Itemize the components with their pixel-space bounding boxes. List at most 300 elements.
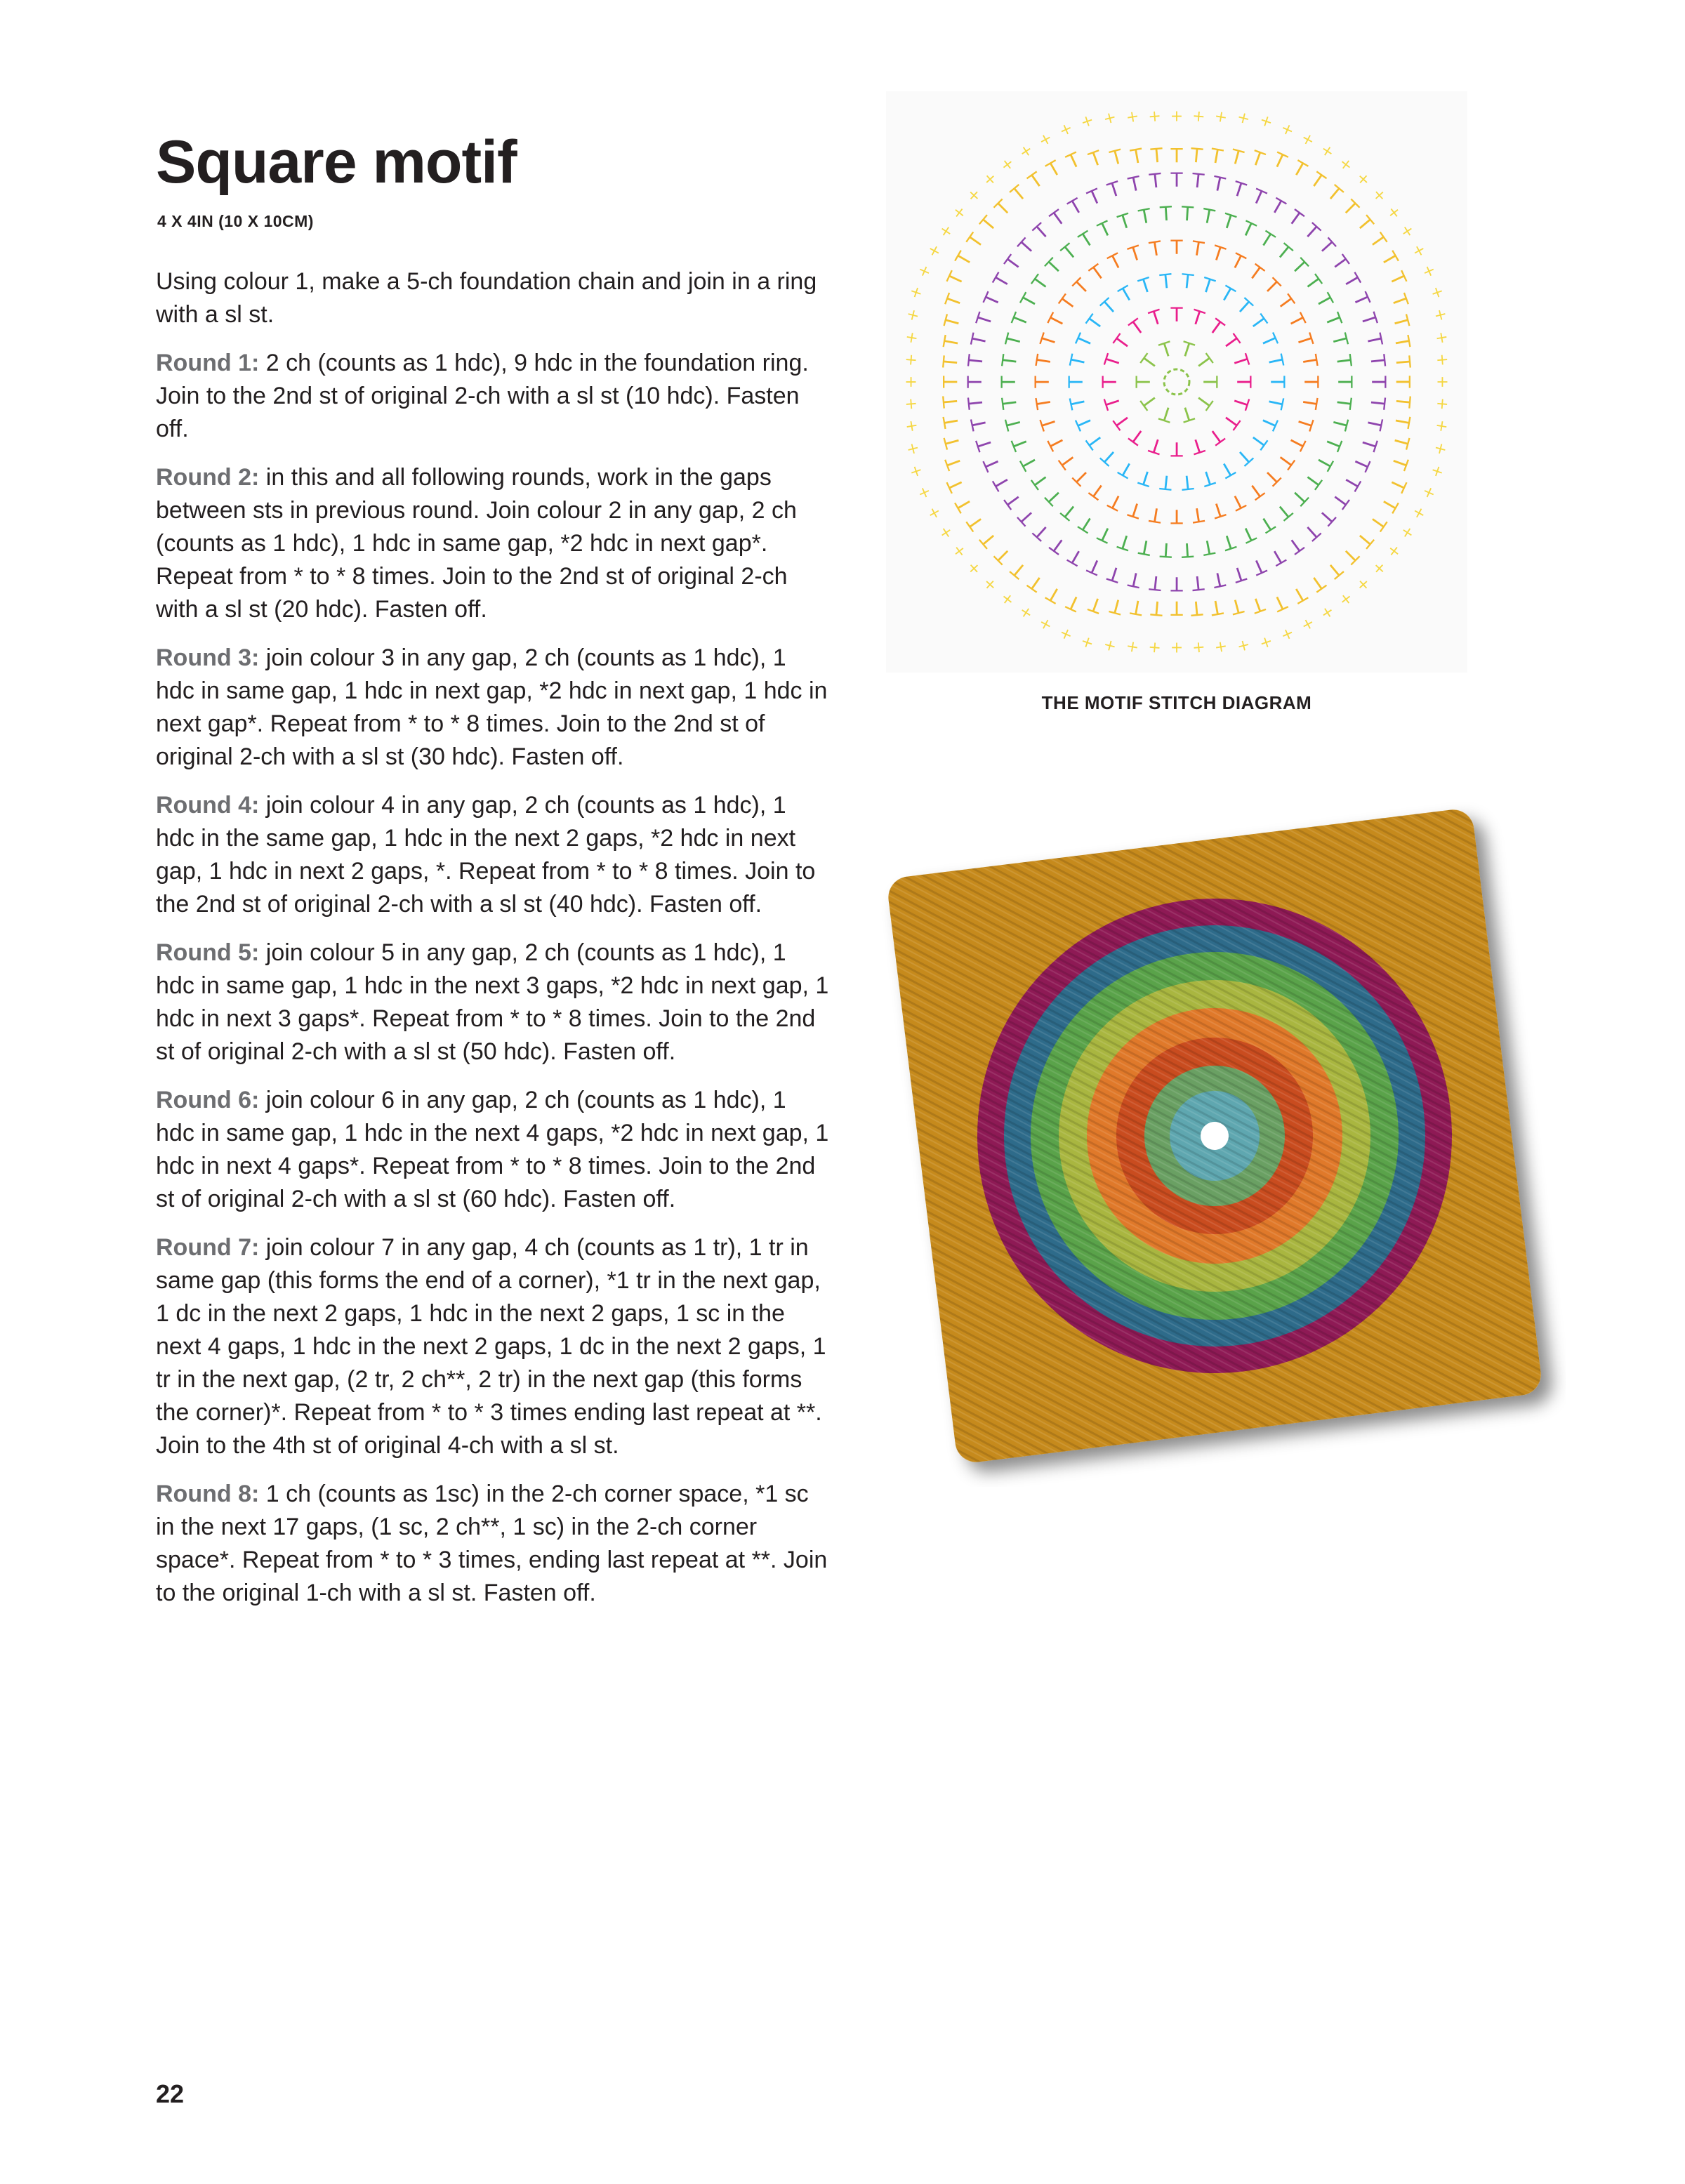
sc-stitch-symbol: + [901,352,921,367]
hdc-stitch-symbol: T [1219,209,1238,235]
hdc-stitch-symbol: T [1148,571,1163,595]
hdc-stitch-symbol: T [1300,469,1326,493]
hdc-stitch-symbol: T [1248,553,1269,580]
hdc-stitch-symbol: T [975,527,1002,552]
hdc-stitch-symbol: T [966,416,992,432]
sc-stitch-symbol: + [923,241,946,261]
hdc-stitch-symbol: T [1136,350,1163,374]
sc-stitch-symbol: + [1433,375,1451,389]
hdc-stitch-symbol: T [1322,180,1347,207]
sc-stitch-symbol: + [903,306,924,324]
hdc-stitch-symbol: T [1283,205,1307,232]
hdc-stitch-symbol: T [1287,254,1312,279]
sc-stitch-symbol: + [1036,613,1056,635]
hdc-stitch-symbol: T [1232,376,1256,388]
round-paragraph [156,937,830,1068]
hdc-stitch-symbol: T [1218,330,1245,355]
hdc-stitch-symbol: T [1159,201,1173,226]
hdc-stitch-symbol: T [1031,395,1057,411]
sc-stitch-symbol: + [1368,557,1390,579]
hdc-stitch-symbol: T [1030,376,1054,388]
hdc-stitch-symbol: T [1244,260,1268,286]
hdc-stitch-symbol: T [940,291,967,311]
hdc-stitch-symbol: T [1016,289,1043,312]
hdc-stitch-symbol: T [989,270,1015,292]
hdc-stitch-symbol: T [1338,472,1365,494]
hdc-stitch-symbol: T [1204,423,1229,450]
hdc-stitch-symbol: T [938,413,964,430]
hdc-stitch-symbol: T [1136,390,1163,413]
round-paragraph [156,1231,830,1462]
hdc-stitch-symbol: T [962,511,989,535]
sc-stitch-symbol: + [1432,397,1452,411]
sc-stitch-symbol: + [1101,108,1118,129]
hdc-stitch-symbol: T [1255,511,1278,538]
hdc-stitch-symbol: T [1300,219,1325,244]
sc-stitch-symbol: + [979,573,1001,595]
hdc-stitch-symbol: T [1148,168,1163,193]
sc-stitch-symbol: + [1147,637,1162,657]
hdc-stitch-symbol: T [1099,393,1126,412]
hdc-stitch-symbol: T [1115,281,1137,307]
hdc-stitch-symbol: T [1219,529,1238,555]
round-text: join colour 3 in any gap, 2 ch (counts as 1 hdc), 1 hdc in same gap, 1 hdc in next gap, *2 hdc in next gap, 1 hdc in next gap*. Repeat from * to * 8 times. Join to the 2nd st of original 2-ch with a sl st (30 hdc). Fasten off. [156,644,828,770]
hdc-stitch-symbol: T [1392,376,1415,388]
hdc-stitch-symbol: T [1283,432,1310,454]
hdc-stitch-symbol: T [1170,572,1183,596]
hdc-stitch-symbol: T [962,229,989,253]
hdc-stitch-symbol: T [1331,353,1356,369]
hdc-stitch-symbol: T [1170,303,1183,326]
sc-stitch-symbol: + [1418,483,1440,502]
hdc-stitch-symbol: T [1300,519,1325,545]
hdc-stitch-symbol: T [1104,249,1126,275]
hdc-stitch-symbol: T [1238,521,1259,548]
hdc-stitch-symbol: T [1287,484,1312,510]
hdc-stitch-symbol: T [963,376,986,388]
sc-stitch-symbol: + [901,397,921,411]
sc-stitch-symbol: + [935,522,958,543]
hdc-stitch-symbol: T [1191,350,1217,374]
sc-stitch-symbol: + [1316,601,1337,623]
hdc-stitch-symbol: T [1388,433,1414,451]
hdc-stitch-symbol: T [1136,272,1155,299]
hdc-stitch-symbol: T [1209,497,1228,523]
hdc-stitch-symbol: T [1065,395,1091,411]
hdc-stitch-symbol: T [1348,289,1375,310]
hdc-stitch-symbol: T [1126,171,1143,197]
hdc-stitch-symbol: T [1029,219,1054,244]
hdc-stitch-symbol: T [1177,336,1197,363]
sc-stitch-symbol: + [1191,107,1206,126]
hdc-stitch-symbol: T [1245,429,1271,454]
hdc-stitch-symbol: T [1125,423,1149,450]
sc-stitch-symbol: + [913,262,936,281]
hdc-stitch-symbol: T [990,543,1016,569]
hdc-stitch-symbol: T [1170,168,1183,192]
hdc-stitch-symbol: T [1027,271,1054,295]
hdc-stitch-symbol: T [1085,592,1106,618]
hdc-stitch-symbol: T [1283,532,1307,559]
sc-stitch-symbol: + [1335,154,1356,176]
hdc-stitch-symbol: T [1256,330,1283,351]
sc-stitch-symbol: + [1426,462,1448,481]
sc-stitch-symbol: + [1432,418,1451,435]
hdc-stitch-symbol: T [1292,414,1318,433]
hdc-stitch-symbol: T [1085,260,1109,286]
hdc-stitch-symbol: T [1190,168,1205,193]
hdc-stitch-symbol: T [963,395,988,411]
hdc-stitch-symbol: T [1071,330,1097,351]
hdc-stitch-symbol: T [1007,310,1033,330]
hdc-stitch-symbol: T [1055,291,1081,315]
sc-stitch-symbol: + [1212,637,1229,656]
round-label: Round 8: [156,1481,260,1507]
sc-stitch-symbol: + [1036,128,1056,151]
hdc-stitch-symbol: T [1283,310,1310,331]
hdc-stitch-symbol: T [1338,270,1365,292]
hdc-stitch-symbol: T [1107,593,1125,619]
hdc-stitch-symbol: T [1300,271,1326,295]
hdc-stitch-symbol: T [1200,204,1217,230]
hdc-stitch-symbol: T [1126,567,1143,593]
sc-stitch-symbol: + [1426,283,1448,302]
hdc-stitch-symbol: T [1158,470,1174,495]
hdc-stitch-symbol: T [1024,167,1048,194]
sc-stitch-symbol: + [1352,573,1374,595]
round-label: Round 4: [156,792,260,819]
sc-stitch-symbol: + [1429,440,1451,458]
round-text: join colour 7 in any gap, 4 ch (counts as 1 tr), 1 tr in same gap (this forms the end of a corner), *1 tr in the next gap, 1 dc in the next 2 gaps, 1 hdc in the next 2 gaps, 1 sc in the next 4 gaps, 1 hdc in the next 2 gaps, 1 dc in the next 2 gaps, 1 tr in the next gap, (2 tr, 2 ch**, 2 tr) in the next gap (this forms the corner)*. Repeat from * to * 3 times ending last repeat at **. Join to the 4th st of original 4-ch with a sl st. [156,1234,826,1459]
hdc-stitch-symbol: T [1027,469,1054,493]
hdc-stitch-symbol: T [1104,176,1124,203]
hdc-stitch-symbol: T [1218,409,1245,434]
round-paragraph [156,642,830,774]
hdc-stitch-symbol: T [1367,376,1391,388]
sc-stitch-symbol: + [1368,185,1390,206]
hdc-stitch-symbol: T [1097,444,1121,470]
hdc-stitch-symbol: T [1041,484,1066,510]
hdc-stitch-symbol: T [1046,205,1070,232]
hdc-stitch-symbol: T [1365,229,1392,253]
hdc-stitch-symbol: T [942,475,969,496]
round-text: in this and all following rounds, work in the gaps between sts in previous round. Join colour 2 in any gap, 2 ch (counts as 1 hdc), 1 hdc in same gap, *2 hdc in next gap*. Repeat from * to * 8 times. Join to the 2nd st of original 2-ch with a sl st (20 hdc). Fasten off. [156,464,797,623]
page-number: 22 [156,2079,185,2108]
hdc-stitch-symbol: T [1228,593,1246,619]
hdc-stitch-symbol: T [1198,272,1217,299]
hdc-stitch-symbol: T [1385,268,1411,289]
hdc-stitch-symbol: T [1260,274,1285,299]
hdc-stitch-symbol: T [1267,543,1289,570]
hdc-stitch-symbol: T [1333,376,1357,388]
hdc-stitch-symbol: T [1180,201,1194,226]
hdc-stitch-symbol: T [1095,216,1116,243]
hdc-stitch-symbol: T [989,472,1015,494]
hdc-stitch-symbol: T [1125,497,1144,523]
hdc-stitch-symbol: T [1024,570,1048,597]
round-paragraph [156,1478,830,1610]
hdc-stitch-symbol: T [1327,415,1353,433]
sc-stitch-symbol: + [1124,107,1141,127]
hdc-stitch-symbol: T [1170,235,1183,259]
hdc-stitch-symbol: T [1248,592,1268,618]
round-label: Round 3: [156,644,260,671]
hdc-stitch-symbol: T [1245,310,1271,335]
sc-stitch-symbol: + [1235,108,1253,129]
hdc-stitch-symbol: T [1082,310,1108,335]
sc-stitch-symbol: + [1257,631,1276,653]
hdc-stitch-symbol: T [1071,413,1097,434]
hdc-stitch-symbol: T [1352,211,1378,237]
hdc-stitch-symbol: T [1376,494,1403,516]
sc-stitch-symbol: + [1016,140,1037,163]
hdc-stitch-symbol: T [1216,281,1238,307]
hdc-stitch-symbol: T [1297,395,1323,411]
round-text: 1 ch (counts as 1sc) in the 2-ch corner space, *1 sc in the next 17 gaps, (1 sc, 2 ch**, 1 sc) in the 2-ch corner space*. Repeat from * to * 3 times, ending last repeat at **. Join to the original 1-ch with a sl st. Fasten off. [156,1481,828,1606]
round-paragraph [156,347,830,446]
hdc-stitch-symbol: T [1198,376,1222,388]
hdc-stitch-symbol: T [1057,239,1082,265]
sc-stitch-symbol: + [1078,111,1097,133]
sc-stitch-symbol: + [1418,262,1440,281]
hdc-stitch-symbol: T [1180,538,1194,562]
size-subtitle: 4 X 4IN (10 X 10CM) [157,212,314,230]
hdc-stitch-symbol: T [1306,167,1330,194]
hdc-stitch-symbol: T [1131,376,1155,388]
hdc-stitch-symbol: T [1147,502,1164,528]
hdc-stitch-symbol: T [1227,393,1254,412]
round-text: join colour 4 in any gap, 2 ch (counts as 1 hdc), 1 hdc in the same gap, 1 hdc in the next 2 gaps, *2 hdc in next gap, 1 hdc in next 2 gaps, *. Repeat from * to * 8 times. Join to the 2nd st of original 2-ch with a sl st (40 hdc). Fasten off. [156,792,816,918]
hdc-stitch-symbol: T [1331,395,1356,411]
pattern-instructions [156,265,830,1625]
hdc-stitch-symbol: T [1043,432,1070,454]
hdc-stitch-symbol: T [1136,465,1155,491]
hdc-stitch-symbol: T [1016,452,1043,475]
sc-stitch-symbol: + [1396,522,1418,543]
hdc-stitch-symbol: T [1156,401,1176,428]
sc-stitch-symbol: + [1212,107,1229,127]
sc-stitch-symbol: + [1101,635,1118,656]
hdc-stitch-symbol: T [1366,395,1390,411]
hdc-stitch-symbol: T [1198,465,1217,491]
hdc-stitch-symbol: T [1069,465,1094,490]
sc-stitch-symbol: + [979,168,1001,191]
hdc-stitch-symbol: T [1000,331,1026,349]
hdc-stitch-symbol: T [1189,502,1206,528]
hdc-stitch-symbol: T [1104,489,1126,515]
hdc-stitch-symbol: T [1238,216,1259,243]
round-paragraph [156,1084,830,1216]
hdc-stitch-symbol: T [1204,314,1229,340]
hdc-stitch-symbol: T [997,395,1022,411]
sc-stitch-symbol: + [1335,588,1356,610]
hdc-stitch-symbol: T [1361,416,1387,432]
hdc-stitch-symbol: T [1063,590,1084,616]
hdc-stitch-symbol: T [1190,571,1205,595]
hdc-stitch-symbol: T [1389,413,1415,430]
hdc-stitch-symbol: T [1064,543,1087,570]
hdc-stitch-symbol: T [1189,236,1206,262]
sc-stitch-symbol: + [1235,635,1253,656]
sc-stitch-symbol: + [1297,613,1318,635]
hdc-stitch-symbol: T [1104,561,1124,588]
hdc-stitch-symbol: T [1188,305,1207,331]
hdc-stitch-symbol: T [1266,376,1290,388]
hdc-stitch-symbol: T [1229,176,1249,203]
hdc-stitch-symbol: T [1267,194,1289,220]
hdc-stitch-symbol: T [1099,352,1126,371]
round-label: Round 5: [156,939,260,966]
round-label: Round 7: [156,1234,260,1261]
hdc-stitch-symbol: T [1337,543,1363,569]
sc-stitch-symbol: + [1191,637,1206,657]
hdc-stitch-symbol: T [1006,180,1031,207]
hdc-stitch-symbol: T [1272,291,1299,315]
sc-stitch-symbol: + [1382,540,1405,562]
hdc-stitch-symbol: T [1348,454,1375,475]
hdc-stitch-symbol: T [1262,352,1288,369]
hdc-stitch-symbol: T [1337,195,1363,221]
hdc-stitch-symbol: T [1314,234,1340,259]
hdc-stitch-symbol: T [1248,184,1269,211]
hdc-stitch-symbol: T [1389,334,1415,350]
hdc-stitch-symbol: T [1095,521,1116,548]
hdc-stitch-symbol: T [1107,145,1125,171]
hdc-stitch-symbol: T [951,248,977,270]
hdc-stitch-symbol: T [1109,409,1135,434]
hdc-stitch-symbol: T [1014,234,1039,259]
sc-stitch-symbol: + [1078,631,1097,653]
hdc-stitch-symbol: T [1000,415,1026,433]
hdc-stitch-symbol: T [990,195,1016,221]
round-label: Round 1: [156,350,260,376]
sc-stitch-symbol: + [906,462,927,481]
hdc-stitch-symbol: T [1232,444,1257,470]
hdc-stitch-symbol: T [1216,456,1238,483]
sc-stitch-symbol: + [1432,352,1452,367]
hdc-stitch-symbol: T [1208,595,1224,621]
hdc-stitch-symbol: T [979,289,1005,310]
hdc-stitch-symbol: T [1075,511,1098,538]
hdc-stitch-symbol: T [1109,330,1135,355]
hdc-stitch-symbol: T [1208,143,1224,169]
page-title: Square motif [156,128,517,196]
hdc-stitch-symbol: T [1043,310,1070,331]
hdc-stitch-symbol: T [1125,314,1149,340]
hdc-stitch-symbol: T [1147,432,1165,459]
sc-stitch-symbol: + [903,440,924,458]
hdc-stitch-symbol: T [1097,376,1121,388]
hdc-stitch-symbol: T [1129,595,1145,621]
hdc-stitch-symbol: T [963,353,988,369]
hdc-stitch-symbol: T [1388,312,1414,331]
sc-stitch-symbol: + [1016,601,1037,623]
hdc-stitch-symbol: T [1036,331,1062,350]
hdc-stitch-symbol: T [940,453,967,473]
hdc-stitch-symbol: T [1137,204,1154,230]
sc-stitch-symbol: + [902,329,922,346]
hdc-stitch-symbol: T [1227,249,1249,275]
hdc-stitch-symbol: T [1327,489,1354,512]
hdc-stitch-symbol: T [1271,239,1297,265]
hdc-stitch-symbol: T [938,334,964,350]
sc-stitch-symbol: + [1408,241,1430,261]
hdc-stitch-symbol: T [1292,331,1318,350]
hdc-stitch-symbol: T [1085,477,1109,504]
hdc-stitch-symbol: T [1075,226,1098,253]
sc-stitch-symbol: + [1147,107,1162,126]
hdc-stitch-symbol: T [942,268,969,289]
hdc-stitch-symbol: T [1006,557,1031,583]
hdc-stitch-symbol: T [1361,331,1387,348]
sc-stitch-symbol: + [1432,329,1451,346]
hdc-stitch-symbol: T [1041,254,1066,279]
sc-stitch-symbol: + [1057,623,1076,645]
hdc-stitch-symbol: T [1255,226,1278,253]
sc-stitch-symbol: + [902,375,920,389]
hdc-stitch-symbol: T [1156,336,1176,363]
hdc-stitch-symbol: T [951,494,977,516]
hdc-stitch-symbol: T [1232,294,1257,319]
hdc-stitch-symbol: T [1029,519,1054,545]
sc-stitch-symbol: + [902,418,922,435]
sc-stitch-symbol: + [1278,119,1297,141]
hdc-stitch-symbol: T [1288,581,1311,608]
sc-stitch-symbol: + [1382,202,1405,224]
hdc-stitch-symbol: T [1084,184,1105,211]
hdc-stitch-symbol: T [1084,553,1105,580]
round-label: Round 6: [156,1087,260,1113]
hdc-stitch-symbol: T [1327,251,1354,275]
round-text: join colour 6 in any gap, 2 ch (counts as 1 hdc), 1 hdc in same gap, 1 hdc in the next 4 gaps, *2 hdc in next gap, 1 hdc in next 4 gaps*. Repeat from * to * 8 times. Join to the 2nd st of original 2-ch with a sl st (60 hdc). Fasten off. [156,1087,829,1212]
hdc-stitch-symbol: T [1000,489,1026,512]
sc-stitch-symbol: + [1396,221,1418,242]
sc-stitch-symbol: + [1352,168,1374,191]
hdc-stitch-symbol: T [1356,310,1382,329]
hdc-stitch-symbol: T [1248,145,1268,172]
hdc-stitch-symbol: T [1376,248,1403,270]
round-text: 2 ch (counts as 1 hdc), 9 hdc in the foundation ring. Join to the 2nd st of original 2-ch with a sl st (10 hdc). Fasten off. [156,350,809,442]
hdc-stitch-symbol: T [966,331,992,348]
hdc-stitch-symbol: T [1365,511,1392,535]
hdc-stitch-symbol: T [1069,274,1094,299]
hdc-stitch-symbol: T [1158,269,1174,294]
hdc-stitch-symbol: T [1180,470,1195,495]
hdc-stitch-symbol: T [1391,355,1415,369]
sc-stitch-symbol: + [949,540,971,562]
hdc-stitch-symbol: T [1170,505,1183,529]
hdc-stitch-symbol: T [1387,291,1413,311]
sc-stitch-symbol: + [913,483,936,502]
hdc-stitch-symbol: T [1125,241,1144,267]
hdc-stitch-symbol: T [1228,145,1246,171]
hdc-stitch-symbol: T [1269,147,1290,174]
sc-stitch-symbol: + [1057,119,1076,141]
hdc-stitch-symbol: T [1043,581,1065,608]
hdc-stitch-symbol: T [971,435,998,454]
sc-stitch-symbol: + [997,588,1019,610]
hdc-stitch-symbol: T [1065,352,1091,369]
hdc-stitch-symbol: T [1147,305,1165,331]
hdc-stitch-symbol: T [1149,596,1164,621]
round-paragraph [156,789,830,921]
hdc-stitch-symbol: T [1391,395,1415,409]
sc-stitch-symbol: + [935,221,958,242]
hdc-stitch-symbol: T [1311,289,1337,312]
hdc-stitch-symbol: T [938,395,963,409]
hdc-stitch-symbol: T [938,376,962,388]
hdc-stitch-symbol: T [1149,143,1164,168]
